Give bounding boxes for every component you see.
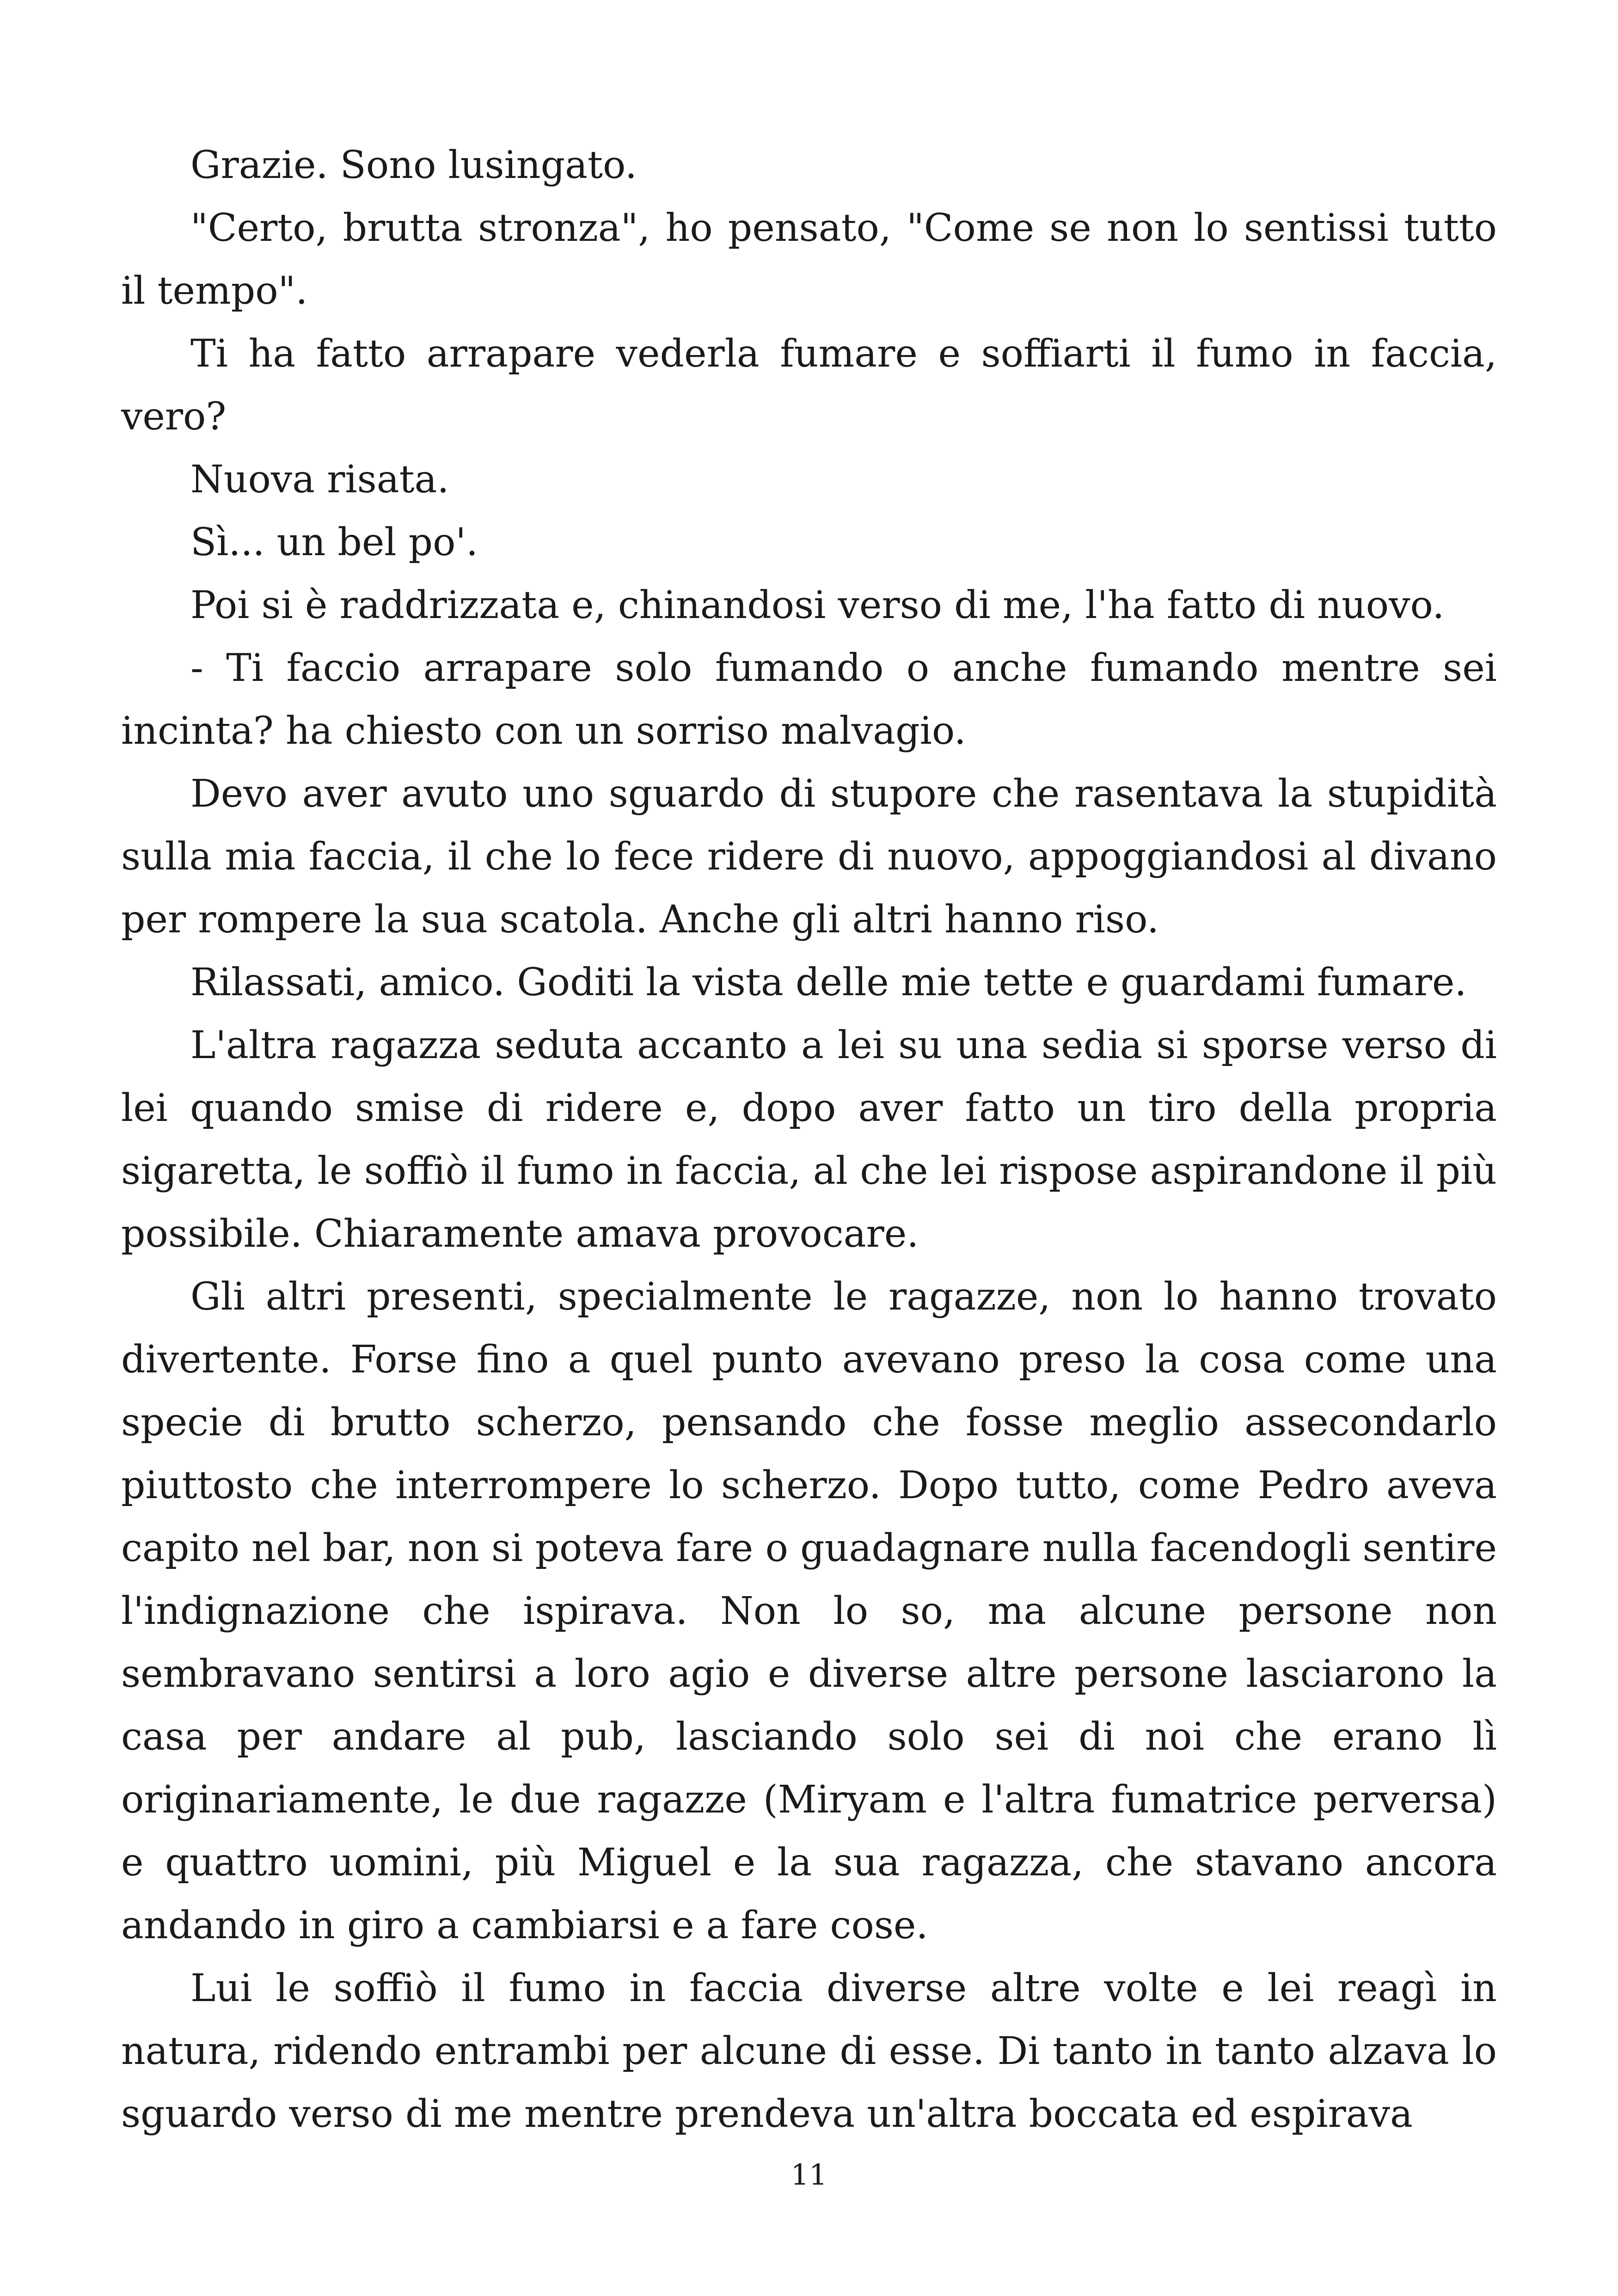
paragraph: Sì... un bel po'. (190, 520, 478, 564)
paragraph: Ti ha fatto arrapare vederla fumare e soffiarti il fumo in faccia, vero? (121, 332, 1497, 439)
paragraph: Grazie. Sono lusingato. (190, 143, 637, 187)
paragraph: L'altra ragazza seduta accanto a lei su una sedia si sporse verso di lei quando smise di ridere e, dopo aver fatto un tiro della propria sigaretta, le soffiò il fumo in faccia, al che lei rispose aspirandone il più possibile. Chiaramente amava provocare. (121, 1023, 1497, 1256)
paragraph: Lui le soffiò il fumo in faccia diverse altre volte e lei reagì in natura, ridendo entrambi per alcune di esse. Di tanto in tanto alzava lo sguardo verso di me mentre prendeva un'altra boccata ed espirava (121, 1966, 1497, 2136)
paragraph: "Certo, brutta stronza", ho pensato, "Come se non lo sentissi tutto il tempo". (121, 206, 1497, 313)
page-body (121, 134, 1497, 2146)
paragraph: Devo aver avuto uno sguardo di stupore che rasentava la stupidità sulla mia faccia, il che lo fece ridere di nuovo, appoggiandosi al divano per rompere la sua scatola. Anche gli altri hanno riso. (121, 772, 1497, 942)
paragraph: Rilassati, amico. Goditi la vista delle mie tette e guardami fumare. (190, 961, 1467, 1004)
page-number: 11 (791, 2158, 827, 2192)
paragraph: Gli altri presenti, specialmente le ragazze, non lo hanno trovato divertente. Forse fino a quel punto avevano preso la cosa come una specie di brutto scherzo, pensando che fosse meglio assecondarlo piuttosto che interrompere lo scherzo. Dopo tutto, come Pedro aveva capito nel bar, non si poteva fare o guadagnare nulla facendogli sentire l'indignazione che ispirava. Non lo so, ma alcune persone non sembravano sentirsi a loro agio e diverse altre persone lasciarono la casa per andare al pub, lasciando solo sei di noi che erano lì originariamente, le due ragazze (Miryam e l'altra fumatrice perversa) e quattro uomini, più Miguel e la sua ragazza, che stavano ancora andando in giro a cambiarsi e a fare cose. (121, 1275, 1497, 1947)
paragraph: Nuova risata. (190, 458, 449, 502)
paragraph: Poi si è raddrizzata e, chinandosi verso di me, l'ha fatto di nuovo. (190, 583, 1445, 627)
paragraph: - Ti faccio arrapare solo fumando o anche fumando mentre sei incinta? ha chiesto con un sorriso malvagio. (121, 646, 1497, 753)
